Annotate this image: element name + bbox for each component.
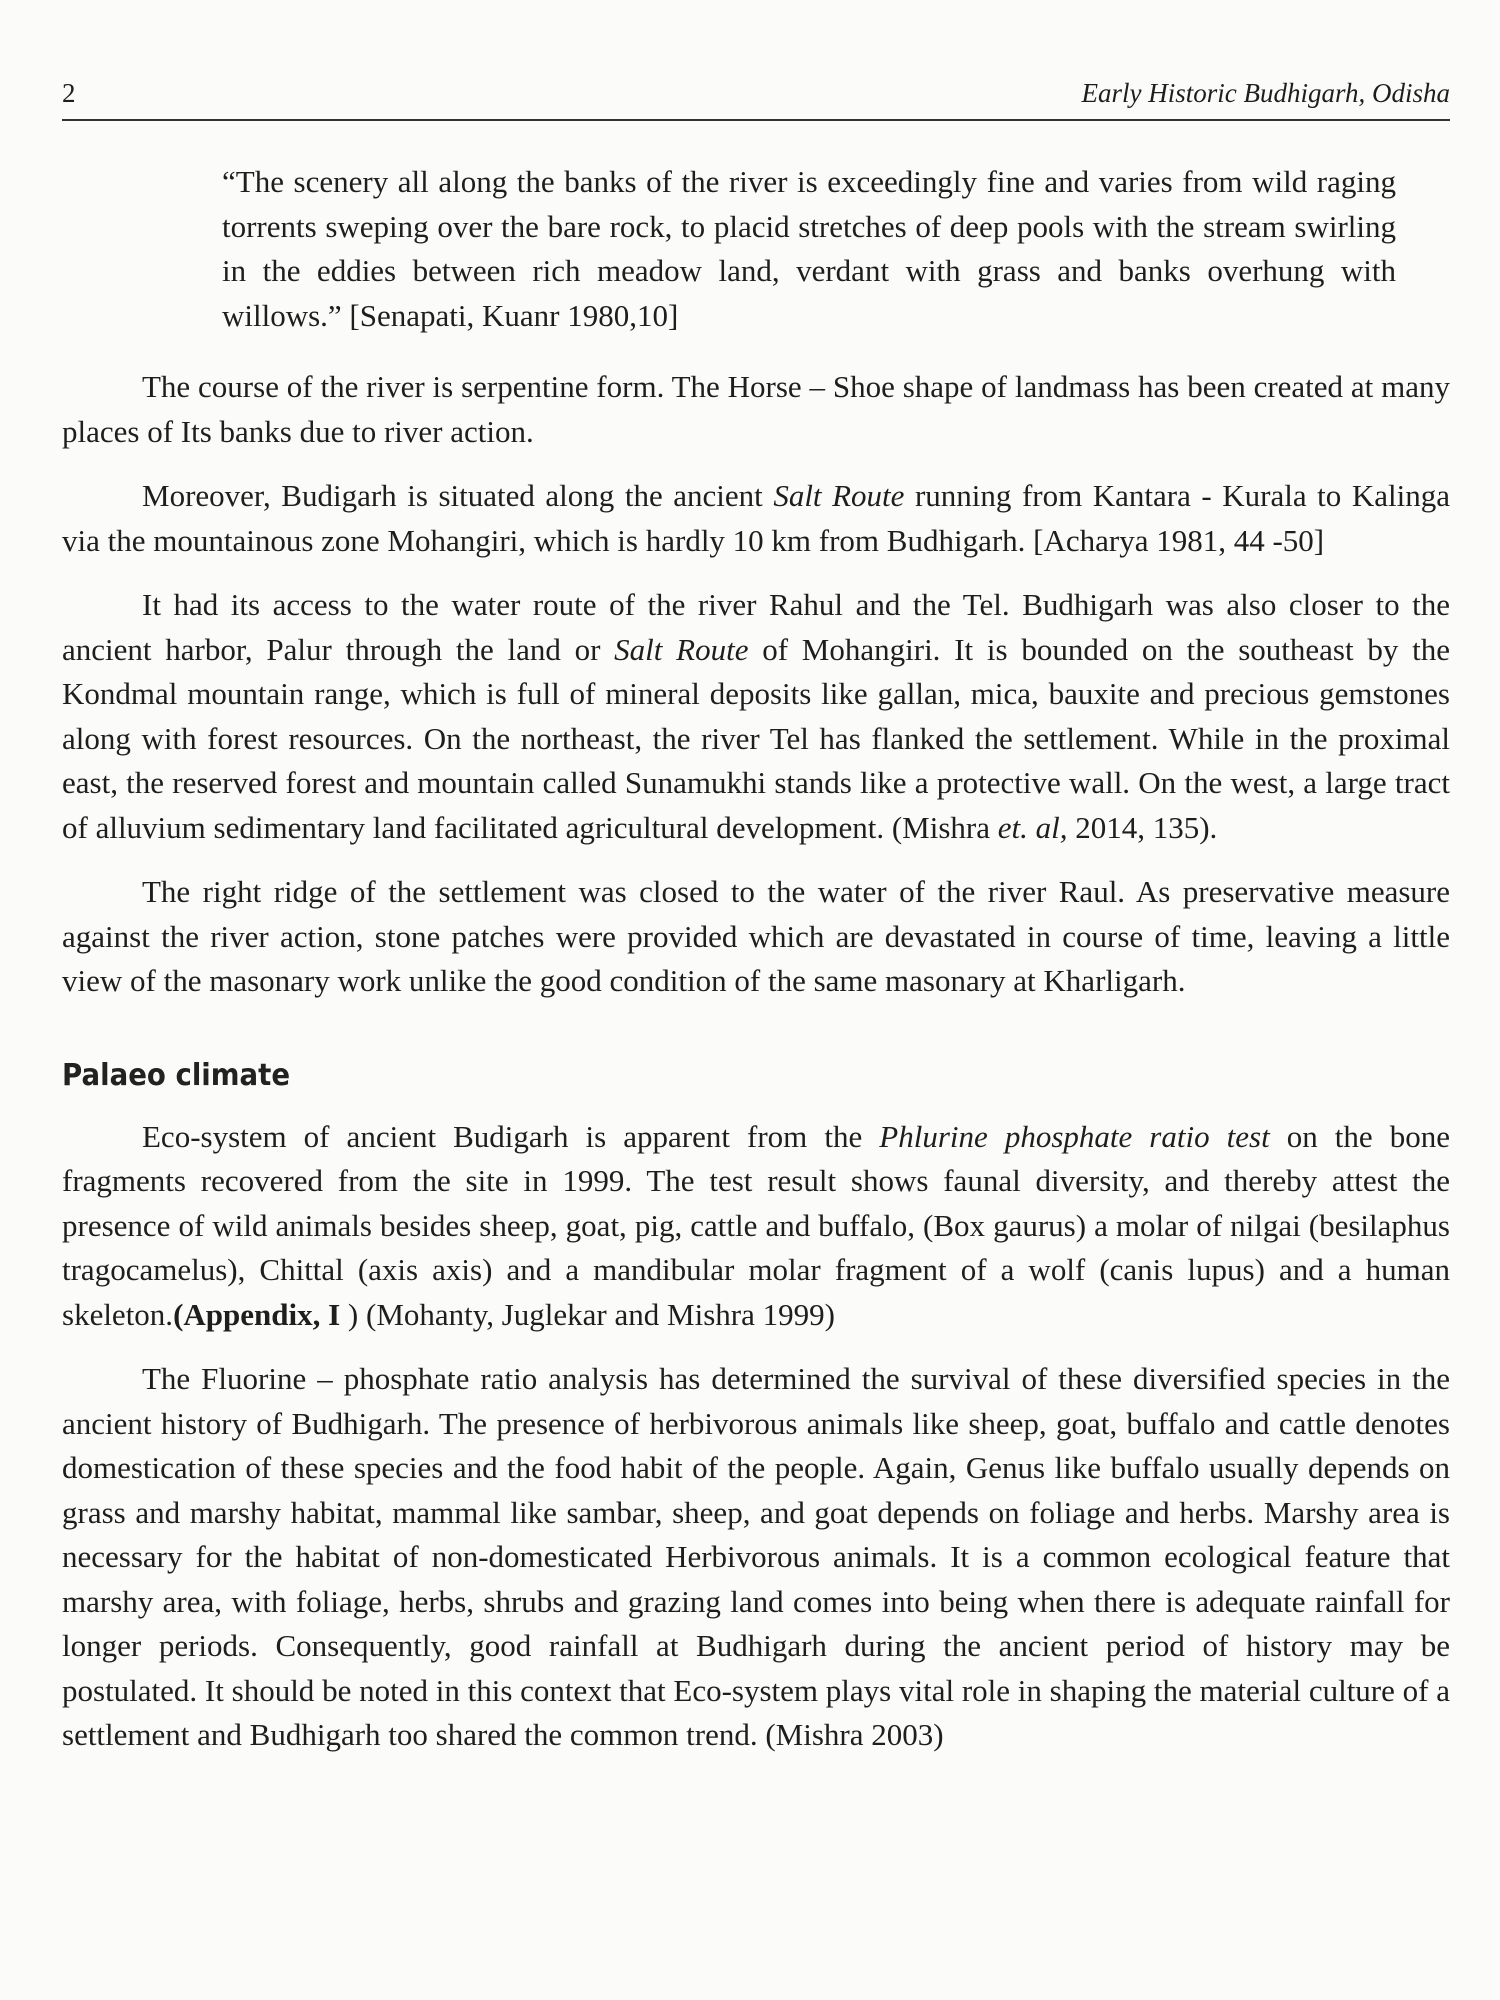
paragraph-river-course: The course of the river is serpentine form. The Horse – Shoe shape of landmass has been created at many places of Its banks due to river action. [62, 369, 1450, 449]
page-body [62, 160, 1450, 1758]
running-header [62, 78, 1450, 121]
running-title: Early Historic Budhigarh, Odisha [1081, 78, 1450, 108]
block-quote: “The scenery all along the banks of the river is exceedingly fine and varies from wild raging torrents sweping over the bare rock, to placid stretches of deep pools with the stream swirling in the eddies between rich meadow land, verdant with grass and banks overhung with willows.” [Senapati, Kuanr 1980,10] [222, 164, 1396, 333]
test-name: Phlurine phosphate ratio test [879, 1118, 1270, 1154]
paragraph-geography: It had its access to the water route of the river Rahul and the Tel. Budhigarh was also closer to the ancient harbor, Palur through the land or Salt Route of Mohangiri. It is bounded on the southeast by the Kondmal mountain range, which is full of mineral deposits like gallan, mica, bauxite and precious gemstones along with forest resources. On the northeast, the river Tel has flanked the settlement. While in the proximal east, the reserved forest and mountain called Sunamukhi stands like a protective wall. On the west, a large tract of alluvium sedimentary land facilitated agricultural development. (Mishra et. al, 2014, 135). [62, 587, 1450, 845]
appendix-reference: (Appendix, I [173, 1296, 341, 1332]
salt-route-term: Salt Route [773, 478, 905, 513]
page-number: 2 [62, 78, 76, 108]
paragraph-salt-route: Moreover, Budigarh is situated along the ancient Salt Route running from Kantara - Kurala to Kalinga via the mountainous zone Mohangiri, which is hardly 10 km from Budhigarh. [Acharya 1981, 44 -50] [62, 478, 1450, 558]
paragraph-fluorine-analysis: The Fluorine – phosphate ratio analysis has determined the survival of these diversified species in the ancient history of Budhigarh. The presence of herbivorous animals like sheep, goat, buffalo and cattle denotes domestication of these species and the food habit of the people. Again, Genus like buffalo usually depends on grass and marshy habitat, mammal like sambar, sheep, and goat depends on foliage and herbs. Marshy area is necessary for the habitat of non-domesticated Herbivorous animals. It is a common ecological feature that marshy area, with foliage, herbs, shrubs and grazing land comes into being when there is adequate rainfall for longer periods. Consequently, good rainfall at Budhigarh during the ancient period of history may be postulated. It should be noted in this context that Eco-system plays vital role in shaping the material culture of a settlement and Budhigarh too shared the common trend. (Mishra 2003) [62, 1361, 1450, 1752]
salt-route-term: Salt Route [614, 631, 749, 667]
section-heading: Palaeo climate [62, 1057, 291, 1093]
paragraph-eco-system: Eco-system of ancient Budigarh is apparent from the Phlurine phosphate ratio test on the bone fragments recovered from the site in 1999. The test result shows faunal diversity, and thereby attest the presence of wild animals besides sheep, goat, pig, cattle and buffalo, (Box gaurus) a molar of nilgai (besilaphus tragocamelus), Chittal (axis axis) and a mandibular molar fragment of a wolf (canis lupus) and a human skeleton.(Appendix, I ) (Mohanty, Juglekar and Mishra 1999) [62, 1118, 1450, 1332]
paragraph-ridge: The right ridge of the settlement was closed to the water of the river Raul. As preservative measure against the river action, stone patches were provided which are devastated in course of time, leaving a little view of the masonary work unlike the good condition of the same masonary at Kharligarh. [62, 874, 1450, 998]
